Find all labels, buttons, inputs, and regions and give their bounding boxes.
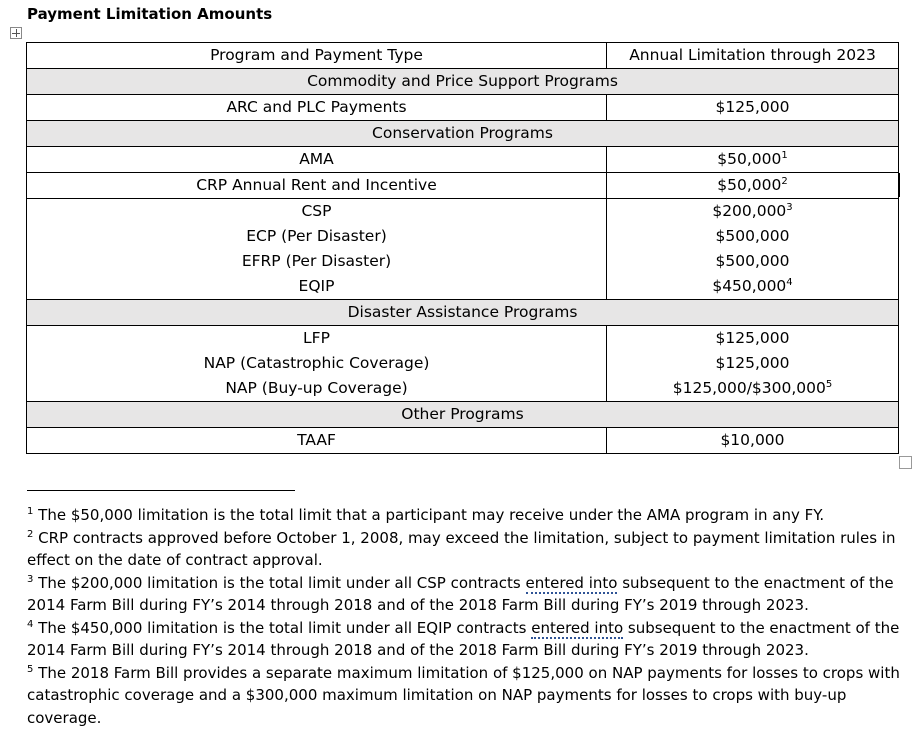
footnote-text: The $200,000 limitation is the total limit under all CSP contracts — [38, 573, 526, 592]
table-row — [27, 428, 899, 454]
table-row — [27, 326, 899, 352]
limit-cell — [607, 224, 899, 249]
footnote — [27, 504, 902, 527]
footnote-text: The 2018 Farm Bill provides a separate maximum limitation of $125,000 on NAP payments for losses to crops with catastrophic coverage and a $300,000 maximum limitation on NAP payments for losses to crops with buy-up coverage. — [27, 663, 900, 727]
limit-value: $50,000 — [717, 176, 782, 194]
limit-value: $125,000 — [715, 98, 790, 116]
footnote — [27, 572, 902, 617]
section-row — [27, 121, 899, 147]
grammar-flag-text[interactable]: entered into — [531, 618, 624, 637]
limit-value: $125,000/$300,000 — [672, 379, 826, 397]
section-row — [27, 402, 899, 428]
footnote — [27, 617, 902, 662]
footnote-number: 5 — [27, 663, 34, 675]
footnote — [27, 662, 902, 730]
limit-cell — [607, 173, 899, 199]
footnote-text: subsequent to the enactment of the 2014 Farm Bill during FY’s 2014 through 2018 and of the 2018 Farm Bill during FY’s 2019 through 2023. — [27, 618, 900, 659]
limit-value: $125,000 — [715, 354, 790, 372]
program-cell: ECP (Per Disaster) — [27, 224, 607, 249]
footnote-ref[interactable]: 4 — [786, 277, 793, 288]
limit-value: $200,000 — [712, 202, 787, 220]
limit-cell — [607, 274, 899, 300]
footnote-ref[interactable]: 1 — [781, 150, 788, 161]
program-cell: ARC and PLC Payments — [27, 95, 607, 121]
table-row — [27, 376, 899, 402]
program-cell: LFP — [27, 326, 607, 352]
page-title: Payment Limitation Amounts — [27, 5, 273, 23]
limit-cell — [607, 95, 899, 121]
footnote-text: The $450,000 limitation is the total limit under all EQIP contracts — [38, 618, 532, 637]
limit-cell — [607, 326, 899, 352]
limit-value: $10,000 — [720, 431, 785, 449]
footnote-number: 3 — [27, 573, 34, 585]
footnote-number: 1 — [27, 506, 34, 517]
program-cell: EFRP (Per Disaster) — [27, 249, 607, 274]
limit-value: $125,000 — [715, 329, 790, 347]
limit-cell — [607, 351, 899, 376]
limit-value: $450,000 — [712, 277, 787, 295]
section-row — [27, 69, 899, 95]
footnote-ref[interactable]: 3 — [786, 202, 793, 213]
limit-value: $50,000 — [717, 150, 782, 168]
program-cell: TAAF — [27, 428, 607, 454]
table-row — [27, 351, 899, 376]
table-move-handle-icon[interactable] — [10, 27, 22, 39]
footnote-text: subsequent to the enactment of the 2014 Farm Bill during FY’s 2014 through 2018 and of the 2018 Farm Bill during FY’s 2019 through 2023. — [27, 573, 894, 614]
table-row — [27, 224, 899, 249]
table-resize-handle-icon[interactable] — [899, 456, 912, 469]
grammar-flag-text[interactable]: entered into — [525, 573, 618, 592]
program-cell: EQIP — [27, 274, 607, 300]
limit-cell — [607, 147, 899, 173]
footnote-ref[interactable]: 2 — [781, 176, 788, 187]
section-name: Disaster Assistance Programs — [27, 300, 899, 326]
footnote-separator — [27, 490, 295, 491]
limit-cell — [607, 428, 899, 454]
section-name: Other Programs — [27, 402, 899, 428]
program-cell: CRP Annual Rent and Incentive — [27, 173, 607, 199]
footnote-text: CRP contracts approved before October 1, 2008, may exceed the limitation, subject to payment limitation rules in effect on the date of contract approval. — [27, 528, 896, 569]
limit-cell — [607, 249, 899, 274]
program-cell: NAP (Buy-up Coverage) — [27, 376, 607, 402]
footnote-number: 4 — [27, 618, 34, 630]
table-row — [27, 249, 899, 274]
limit-cell — [607, 376, 899, 402]
table-row — [27, 199, 899, 225]
row-end-marker — [899, 173, 900, 197]
section-name: Conservation Programs — [27, 121, 899, 147]
footnote-text: The $50,000 limitation is the total limit that a participant may receive under the AMA program in any FY. — [38, 506, 825, 524]
footnote-ref[interactable]: 5 — [825, 379, 833, 390]
table-row — [27, 95, 899, 121]
table-row — [27, 173, 899, 199]
table-row — [27, 147, 899, 173]
table-header-row — [27, 43, 899, 69]
section-name: Commodity and Price Support Programs — [27, 69, 899, 95]
limit-cell — [607, 199, 899, 225]
header-limit: Annual Limitation through 2023 — [607, 43, 899, 69]
program-cell: AMA — [27, 147, 607, 173]
limit-value: $500,000 — [715, 252, 790, 270]
footnote-number: 2 — [27, 528, 34, 540]
footnote — [27, 527, 902, 572]
limit-value: $500,000 — [715, 227, 790, 245]
table-row — [27, 274, 899, 300]
header-program: Program and Payment Type — [27, 43, 607, 69]
program-cell: CSP — [27, 199, 607, 225]
payment-limitation-table — [26, 42, 899, 454]
program-cell: NAP (Catastrophic Coverage) — [27, 351, 607, 376]
footnotes — [27, 504, 902, 729]
section-row — [27, 300, 899, 326]
